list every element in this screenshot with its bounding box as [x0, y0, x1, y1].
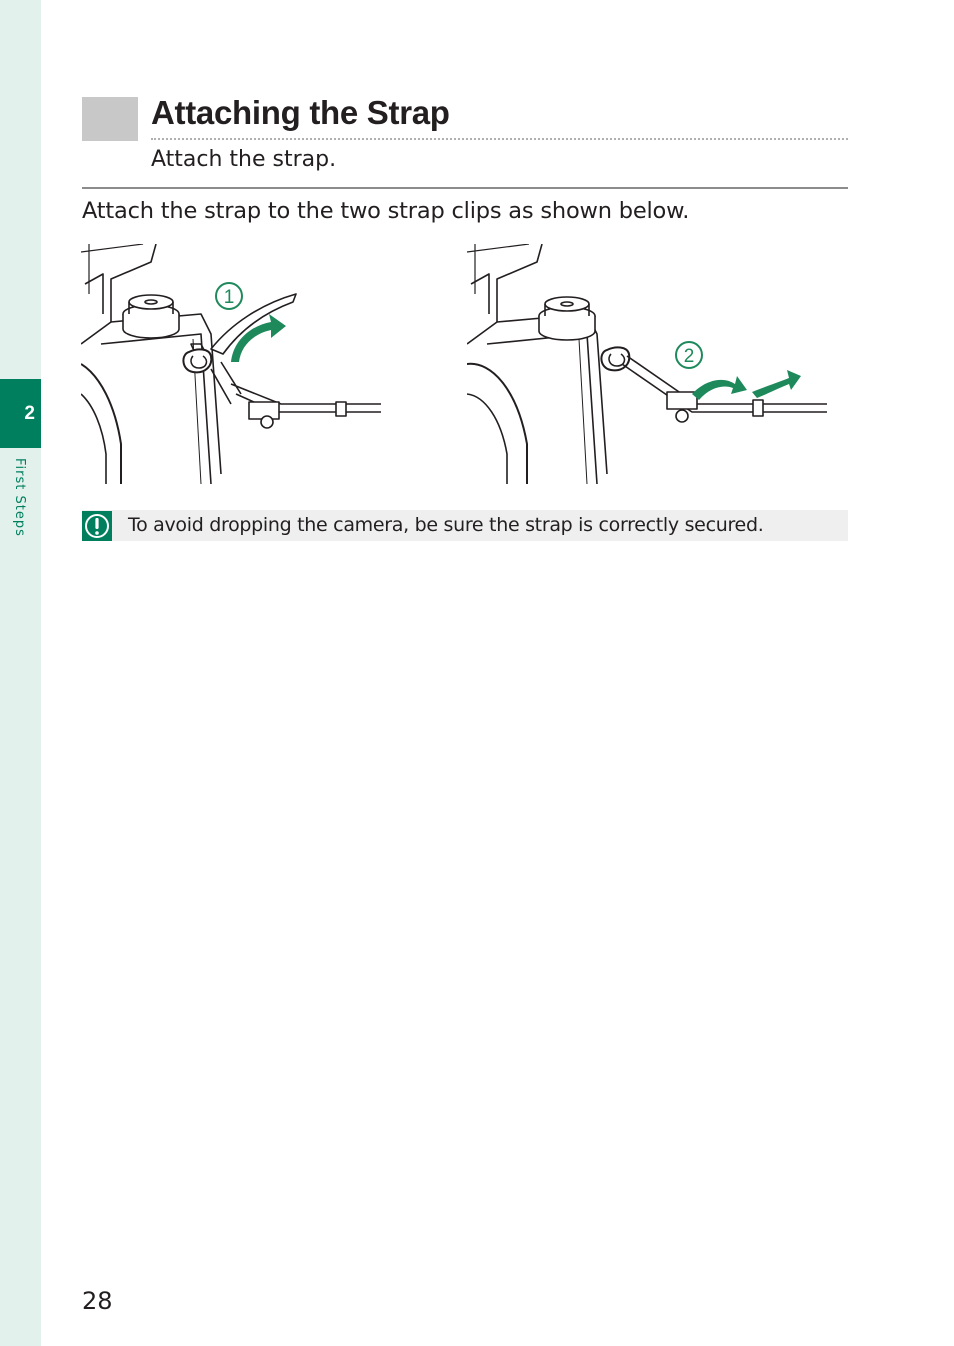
- curved-arrow-icon: [692, 376, 747, 400]
- chapter-label: [12, 458, 34, 558]
- step-2-marker: [676, 342, 702, 368]
- caution-text: To avoid dropping the camera, be sure the strap is correctly secured.: [128, 514, 764, 536]
- chapter-number: 2: [24, 402, 35, 424]
- chapter-side-tab: [0, 0, 41, 1346]
- chapter-title: First Steps: [12, 458, 27, 537]
- strap-step-1-illustration: [81, 244, 391, 484]
- step-2-label: 2: [683, 346, 695, 367]
- caution-icon: [82, 511, 112, 541]
- section-divider: [82, 187, 848, 189]
- page-number: 28: [82, 1287, 113, 1315]
- section-marker: [82, 97, 138, 141]
- section-subtitle: Attach the strap.: [151, 147, 337, 172]
- title-divider: [151, 138, 848, 140]
- instruction-text: Attach the strap to the two strap clips as shown below.: [82, 198, 690, 224]
- chapter-number-badge: [0, 379, 41, 448]
- step-1-label: 1: [223, 287, 235, 308]
- curved-arrow-icon: [752, 370, 801, 398]
- step-1-marker: [216, 283, 242, 309]
- strap-step-2-illustration: [467, 244, 831, 484]
- page-title: Attaching the Strap: [151, 94, 450, 131]
